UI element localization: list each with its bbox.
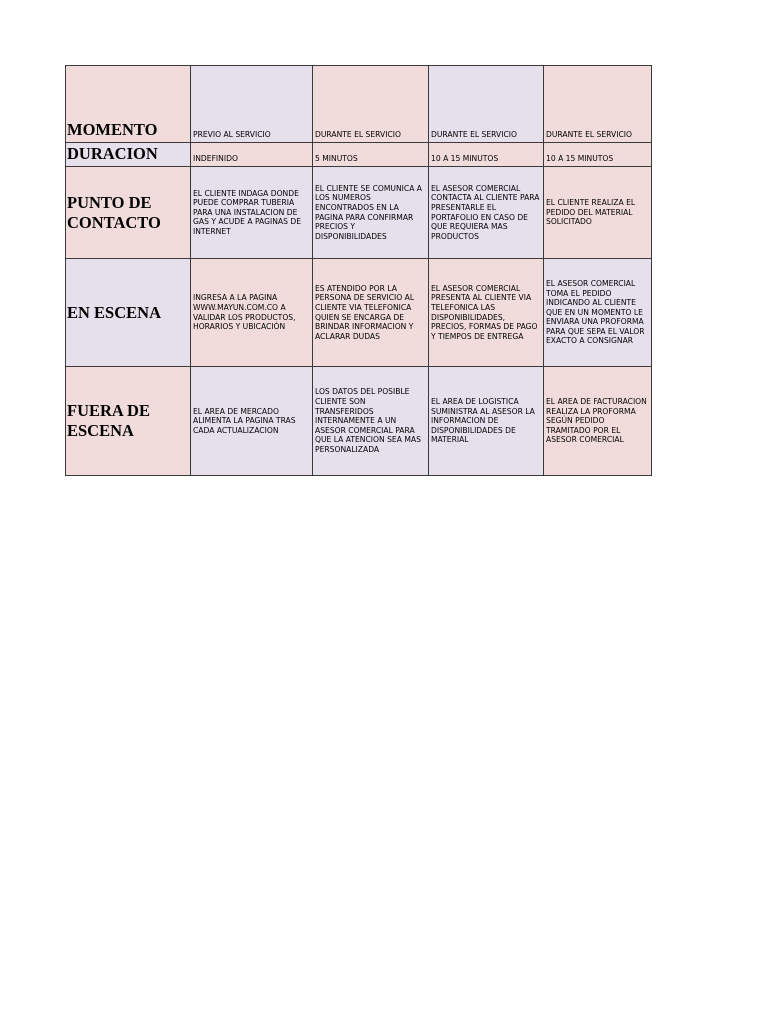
cell-escena-1: INGRESA A LA PAGINA WWW.MAYUN.COM.CO A VALIDAR LOS PRODUCTOS, HORARIOS Y UBICACIÓN [191,259,313,367]
cell-punto-2: EL CLIENTE SE COMUNICA A LOS NUMEROS ENCONTRADOS EN LA PAGINA PARA CONFIRMAR PRECIOS Y DISPONIBILIDADES [313,167,429,259]
cell-momento-2: DURANTE EL SERVICIO [313,66,429,143]
row-fuera-de-escena [66,367,652,476]
cell-momento-3: DURANTE EL SERVICIO [429,66,544,143]
cell-duracion-2: 5 MINUTOS [313,143,429,167]
row-header-momento: MOMENTO [66,66,191,143]
row-header-duracion: DURACION [66,143,191,167]
cell-punto-3: EL ASESOR COMERCIAL CONTACTA AL CLIENTE PARA PRESENTARLE EL PORTAFOLIO EN CASO DE QUE REQUIERA MAS PRODUCTOS [429,167,544,259]
row-momento [66,66,652,143]
row-en-escena [66,259,652,367]
cell-duracion-1: INDEFINIDO [191,143,313,167]
row-header-punto-de-contacto: PUNTO DE CONTACTO [66,167,191,259]
cell-momento-1: PREVIO AL SERVICIO [191,66,313,143]
cell-duracion-4: 10 A 15 MINUTOS [544,143,652,167]
row-duracion [66,143,652,167]
cell-fuera-2: LOS DATOS DEL POSIBLE CLIENTE SON TRANSFERIDOS INTERNAMENTE A UN ASESOR COMERCIAL PARA QUE LA ATENCION SEA MAS PERSONALIZADA [313,367,429,476]
cell-punto-1: EL CLIENTE INDAGA DONDE PUEDE COMPRAR TUBERIA PARA UNA INSTALACION DE GAS Y ACUDE A PAGINAS DE INTERNET [191,167,313,259]
cell-fuera-4: EL AREA DE FACTURACION REALIZA LA PROFORMA SEGÚN PEDIDO TRAMITADO POR EL ASESOR COMERCIAL [544,367,652,476]
row-punto-de-contacto [66,167,652,259]
cell-escena-4: EL ASESOR COMERCIAL TOMA EL PEDIDO INDICANDO AL CLIENTE QUE EN UN MOMENTO LE ENVIARA UNA PROFORMA PARA QUE SEPA EL VALOR EXACTO A CONSIGNAR [544,259,652,367]
cell-fuera-1: EL AREA DE MERCADO ALIMENTA LA PAGINA TRAS CADA ACTUALIZACION [191,367,313,476]
row-header-en-escena: EN ESCENA [66,259,191,367]
service-blueprint-table [65,65,652,476]
cell-fuera-3: EL AREA DE LOGISTICA SUMINISTRA AL ASESOR LA INFORMACION DE DISPONIBILIDADES DE MATERIAL [429,367,544,476]
cell-duracion-3: 10 A 15 MINUTOS [429,143,544,167]
cell-escena-3: EL ASESOR COMERCIAL PRESENTA AL CLIENTE VIA TELEFONICA LAS DISPONIBILIDADES, PRECIOS, FORMAS DE PAGO Y TIEMPOS DE ENTREGA [429,259,544,367]
row-header-fuera-de-escena: FUERA DE ESCENA [66,367,191,476]
cell-punto-4: EL CLIENTE REALIZA EL PEDIDO DEL MATERIAL SOLICITADO [544,167,652,259]
cell-escena-2: ES ATENDIDO POR LA PERSONA DE SERVICIO AL CLIENTE VIA TELEFONICA QUIEN SE ENCARGA DE BRINDAR INFORMACION Y ACLARAR DUDAS [313,259,429,367]
cell-momento-4: DURANTE EL SERVICIO [544,66,652,143]
